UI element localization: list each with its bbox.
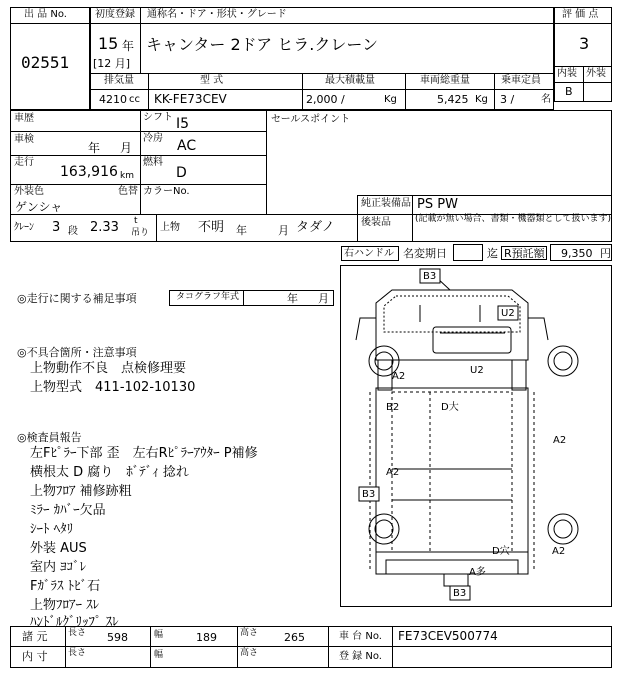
defect-line: 上物型式 411-102-10130 <box>30 380 196 395</box>
inspector-line: ｼｰﾄ ﾍﾀﾘ <box>30 522 74 537</box>
grade-value: 3 <box>579 34 590 53</box>
wheel-rr-inner <box>554 520 572 538</box>
mirror-arm <box>356 318 548 340</box>
body-year: 不明 <box>198 220 225 235</box>
inspector-line: 室内 ﾖｺﾞﾚ <box>30 560 87 575</box>
steering-value: 右ハンドル <box>344 248 394 259</box>
fuel-label: 燃料 <box>143 157 163 168</box>
mileage-label: 走行 <box>14 157 34 168</box>
in-height-label: 高さ <box>240 648 259 658</box>
interior-grade: B <box>565 85 573 98</box>
wheel-fr-inner <box>554 352 572 370</box>
body-maker: タダノ <box>296 220 335 235</box>
body-year-unit: 年 <box>236 224 247 237</box>
inspector-line: Fｶﾞﾗｽ ﾄﾋﾞ石 <box>30 579 101 594</box>
defect-line: 上物動作不良 点検修理要 <box>30 361 187 376</box>
model-name-label: 通称名・ドア・形状・グレード <box>147 9 287 20</box>
body-month-unit: 月 <box>278 224 289 237</box>
lot-no-label: 出 品 No. <box>24 9 67 20</box>
type-value: KK-FE73CEV <box>154 92 227 106</box>
tacho-year-unit: 年 <box>287 292 298 305</box>
chassis-label: 車 台 No. <box>339 631 382 642</box>
lot-no: 02551 <box>21 53 70 72</box>
grade-label: 評 価 点 <box>562 9 599 20</box>
capacity: 3 / <box>500 93 515 106</box>
type-label: 型 式 <box>200 75 224 86</box>
inspector-line: 上物ﾌﾛｱ 補修跡粗 <box>30 484 132 499</box>
body-label: 上物 <box>160 222 180 233</box>
chassis-value: FE73CEV500774 <box>398 629 498 643</box>
recycle-unit: 円 <box>600 247 611 260</box>
mark-u2-cab: U2 <box>501 308 515 319</box>
cab-outline <box>376 290 528 360</box>
history-label: 車歴 <box>14 113 34 124</box>
mark-d-large: D大 <box>441 402 459 413</box>
defects-label: ◎不具合箇所・注意事項 <box>17 346 137 359</box>
sales-point-label: セールスポイント <box>271 114 351 125</box>
equipment-label: 純正装備品 <box>361 198 411 209</box>
inspector-line: 横根太 D 腐り ﾎﾞﾃﾞｨ 捻れ <box>30 465 189 480</box>
capacity-label: 乗車定員 <box>501 75 541 86</box>
wheel-rr <box>548 514 578 544</box>
wheel-rl <box>369 514 399 544</box>
recycle-label: R預託額 <box>504 247 545 260</box>
width-label: 幅 <box>154 630 164 640</box>
mark-a2-lower-left: A2 <box>386 467 400 478</box>
exterior-grade-label: 外装 <box>586 68 606 79</box>
mark-b3-bottom: B3 <box>453 588 467 599</box>
crane-stages: 3 <box>52 220 61 235</box>
cargo-inner <box>392 392 512 552</box>
first-reg-year: 15 <box>98 34 119 53</box>
crane-capacity: 2.33 <box>90 220 119 235</box>
shift-value: I5 <box>176 116 190 132</box>
model-name: キャンター 2ドア ヒラ.クレーン <box>146 35 378 54</box>
interior-dims-label: 内 寸 <box>22 650 48 663</box>
capacity-unit: 名 <box>541 94 551 105</box>
first-reg-label: 初度登録 <box>95 9 135 20</box>
color-code-label: カラーNo. <box>143 186 190 197</box>
first-reg-year-unit: 年 <box>122 39 135 53</box>
registration-label: 登 録 No. <box>339 651 382 662</box>
inspector-line: 左Fﾋﾟﾗｰ下部 歪 左右Rﾋﾟﾗｰｱｳﾀｰ P補修 <box>30 446 258 461</box>
aftermarket-note: (記載が無い場合、書類・機器類として扱います) <box>415 214 612 224</box>
inspection-label: 車検 <box>14 134 34 145</box>
displacement: 4210 <box>99 93 127 106</box>
color-label: 外装色 <box>14 186 44 197</box>
windshield <box>433 327 511 353</box>
mark-b2: B2 <box>386 402 400 413</box>
mileage-unit: km <box>120 171 134 181</box>
side-rail <box>370 392 534 570</box>
inspector-line: 外装 AUS <box>30 541 87 556</box>
mark-b3-top: B3 <box>423 271 437 282</box>
gross-weight-label: 車両総重量 <box>420 75 470 86</box>
aftermarket-label: 後装品 <box>361 217 391 228</box>
mark-d-hole: D穴 <box>492 546 510 557</box>
mileage-value: 163,916 <box>60 164 118 180</box>
in-length-label: 長さ <box>68 648 87 658</box>
height-value: 265 <box>284 631 305 644</box>
reg-change-label: 名変期日 <box>403 247 447 260</box>
inspector-line: 上物ﾌﾛｱｰ ｽﾚ <box>30 598 100 613</box>
crane-label: ｸﾚｰﾝ <box>14 222 34 233</box>
equipment-value: PS PW <box>417 197 458 212</box>
fuel-value: D <box>176 165 187 181</box>
gross-weight-unit: Kg <box>475 94 488 105</box>
ac-label: 冷房 <box>143 133 163 144</box>
inspector-line: ﾊﾝﾄﾞﾙｸﾞﾘｯﾌﾟ ｽﾚ <box>30 615 119 630</box>
in-width-label: 幅 <box>154 650 164 660</box>
tacho-month-unit: 月 <box>318 292 329 305</box>
length-label: 長さ <box>68 628 87 638</box>
mark-u2-center: U2 <box>470 365 484 376</box>
tail <box>444 574 468 586</box>
recycle-amount: 9,350 <box>561 247 593 260</box>
driving-label: ◎走行に関する補足事項 <box>17 292 137 305</box>
wheel-rl-inner <box>375 520 393 538</box>
max-load: 2,000 / <box>306 93 345 106</box>
mark-a2-right: A2 <box>553 435 567 446</box>
gross-weight: 5,425 <box>437 93 469 106</box>
inspection-year-unit: 年 <box>88 141 101 155</box>
mark-a-many: A多 <box>469 567 486 578</box>
mark-b3-left: B3 <box>362 489 376 500</box>
ac-value: AC <box>177 138 197 154</box>
interior-grade-label: 内装 <box>557 68 577 79</box>
inspector-line: ﾐﾗｰ ｶﾊﾞｰ欠品 <box>30 503 106 518</box>
length-value: 598 <box>107 631 128 644</box>
displacement-unit: cc <box>129 94 140 105</box>
inspection-month-unit: 月 <box>120 141 133 155</box>
tacho-label: タコグラフ年式 <box>176 292 240 302</box>
height-label: 高さ <box>240 628 259 638</box>
displacement-label: 排気量 <box>104 75 134 86</box>
wheel-fr <box>548 346 578 376</box>
inspector-label: ◎検査員報告 <box>17 431 82 444</box>
crane-lift-unit: 吊り <box>131 228 150 238</box>
rear-gate <box>386 560 518 574</box>
shift-label: シフト <box>143 112 173 123</box>
mark-a2-lower-right: A2 <box>552 546 566 557</box>
width-value: 189 <box>196 631 217 644</box>
mark-a2-left: A2 <box>392 371 406 382</box>
color-value: ゲンシャ <box>15 200 63 214</box>
crane-capacity-unit: t <box>134 216 138 226</box>
max-load-unit: Kg <box>384 94 397 105</box>
cab-line <box>420 305 480 322</box>
color-no-label: 色替 <box>118 186 138 197</box>
dims-label: 諸 元 <box>22 630 48 643</box>
first-reg-month: [12 月] <box>93 57 131 70</box>
crane-stage-unit: 段 <box>68 226 78 237</box>
max-load-label: 最大積載量 <box>325 75 375 86</box>
reg-change-unit: 迄 <box>487 247 498 260</box>
